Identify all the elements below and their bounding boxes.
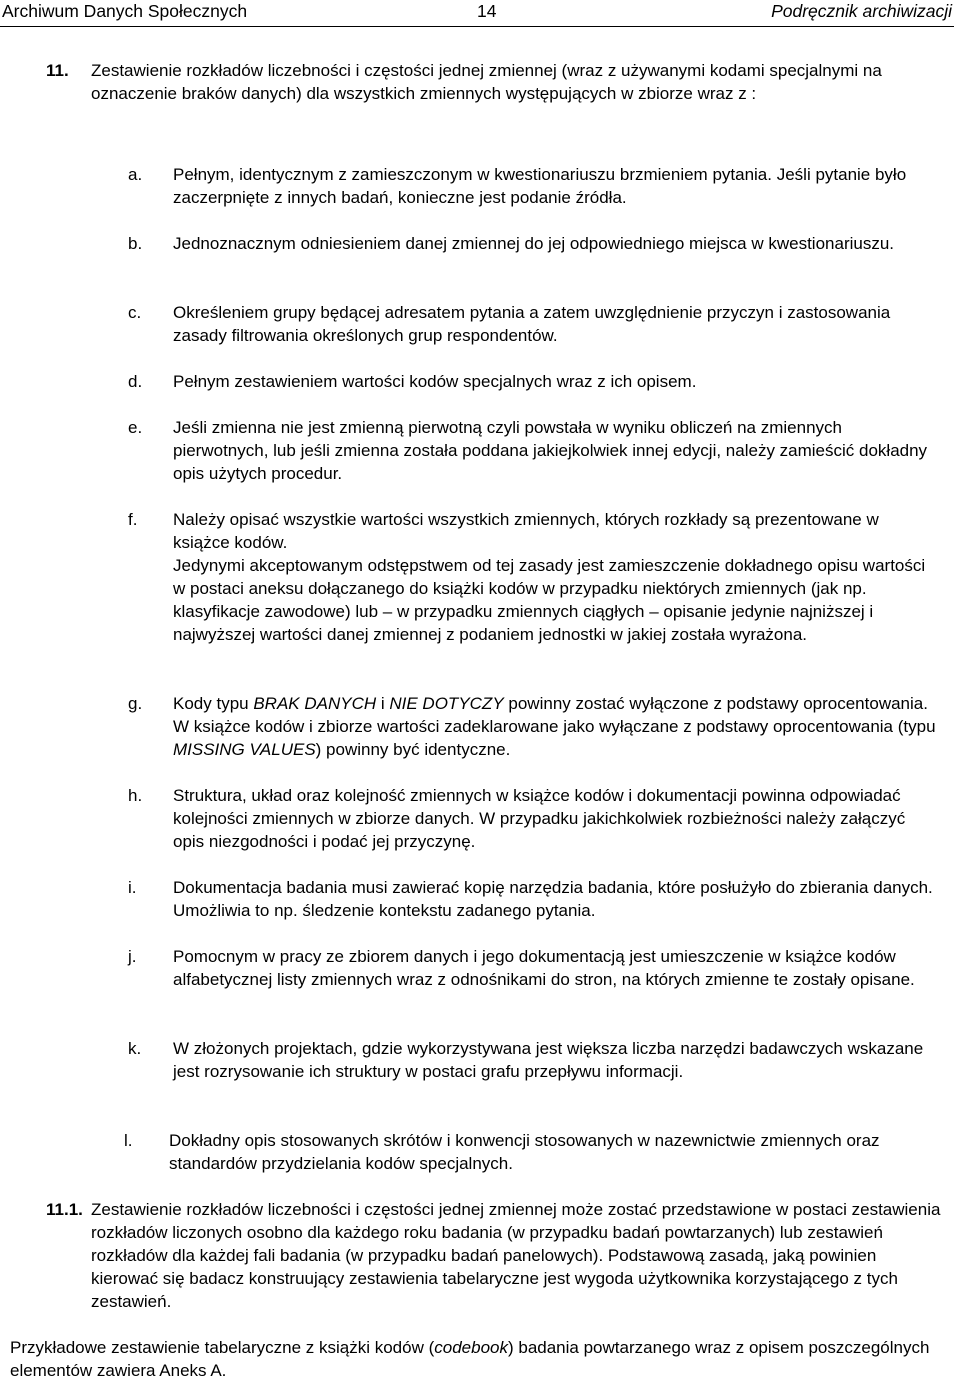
list-item-letter: e. (128, 418, 143, 437)
list-item-letter: c. (128, 303, 142, 322)
list-item-text (173, 508, 938, 646)
section-number: 11.1. (46, 1200, 83, 1219)
list-item-text: Dokumentacja badania musi zawierać kopię narzędzia badania, które posłużyło do zbierania danych. Umożliwia to np. śledzenie kontekstu zadanego pytania. (173, 878, 933, 920)
list-item-c (128, 301, 938, 347)
list-item-letter: b. (128, 234, 143, 253)
list-item-letter: d. (128, 372, 143, 391)
section-11-1 (46, 1198, 946, 1313)
list-item-paragraph: Należy opisać wszystkie wartości wszystkich zmiennych, których rozkłady są prezentowane w książce kodów. (173, 510, 879, 552)
text-run: Przykładowe zestawienie tabelaryczne z książki kodów ( (10, 1338, 435, 1357)
list-item-letter: h. (128, 786, 143, 805)
text-run: ) badania powtarzanego wraz z opisem poszczególnych elementów zawiera Aneks A. (10, 1338, 930, 1380)
text-run: powinny zostać wyłączone z podstawy oprocentowania. W książce kodów i zbiorze wartości zadeklarowane jako wyłączane z podstawy oprocentowania (typu (173, 694, 936, 736)
text-run: i (376, 694, 390, 713)
list-item-letter: j. (128, 947, 137, 966)
list-item-letter: i. (128, 878, 137, 897)
list-item-h (128, 784, 938, 853)
list-item-text: Jeśli zmienna nie jest zmienną pierwotną czyli powstała w wyniku obliczeń na zmiennych pierwotnych, lub jeśli zmienna została poddana jakiejkolwiek innej edycji, należy zamieścić dokładny opis użytych procedur. (173, 418, 928, 483)
list-item-j (128, 945, 938, 991)
list-item-text: Pełnym, identycznym z zamieszczonym w kwestionariuszu brzmieniem pytania. Jeśli pytanie było zaczerpnięte z innych badań, konieczne jest podanie źródła. (173, 165, 907, 207)
list-item-a (128, 163, 938, 209)
list-item-text: Określeniem grupy będącej adresatem pytania a zatem uwzględnienie przyczyn i zastosowania zasady filtrowania określonych grup respondentów. (173, 303, 891, 345)
italic-term: MISSING VALUES (173, 740, 316, 759)
section-11 (46, 59, 946, 105)
list-item-text: Struktura, układ oraz kolejność zmiennych w książce kodów i dokumentacji powinna odpowiadać kolejności zmiennych w zbiorze danych. W przypadku jakichkolwiek rozbieżności należy załączyć opis niezgodności i podać jej przyczynę. (173, 786, 906, 851)
page-header (0, 0, 954, 27)
list-item-text (173, 692, 938, 761)
list-item-e (128, 416, 938, 485)
list-item-text: W złożonych projektach, gdzie wykorzystywana jest większa liczba narzędzi badawczych wskazane jest rozrysowanie ich struktury w postaci grafu przepływu informacji. (173, 1039, 924, 1081)
list-item-g (128, 692, 938, 761)
list-item-letter: k. (128, 1039, 142, 1058)
closing-paragraph (10, 1336, 950, 1382)
section-number: 11. (46, 61, 69, 80)
header-document-title: Podręcznik archiwizacji (771, 1, 952, 21)
header-archive-name: Archiwum Danych Społecznych (2, 1, 248, 21)
list-item-letter: a. (128, 165, 143, 184)
list-item-text: Dokładny opis stosowanych skrótów i konwencji stosowanych w nazewnictwie zmiennych oraz standardów przydzielania kodów specjalnych. (169, 1131, 880, 1173)
list-item-letter: l. (124, 1131, 133, 1150)
list-item-text: Jednoznacznym odniesieniem danej zmiennej do jej odpowiedniego miejsca w kwestionariuszu. (173, 234, 895, 253)
page-number: 14 (477, 1, 497, 21)
section-text: Zestawienie rozkładów liczebności i częstości jednej zmiennej (wraz z używanymi kodami specjalnymi na oznaczenie braków danych) dla wszystkich zmiennych występujących w zbiorze wraz z : (91, 61, 882, 103)
list-item-text: Pomocnym w pracy ze zbiorem danych i jego dokumentacją jest umieszczenie w książce kodów alfabetycznej listy zmiennych wraz z odnośnikami do stron, na których zmienne te zostały opisane. (173, 947, 915, 989)
list-item-i (128, 876, 938, 922)
list-item-letter: f. (128, 510, 138, 529)
list-item-d (128, 370, 938, 393)
list-item-text: Pełnym zestawieniem wartości kodów specjalnych wraz z ich opisem. (173, 372, 697, 391)
text-run: Kody typu (173, 694, 254, 713)
list-item-letter: g. (128, 694, 143, 713)
list-item-l (124, 1129, 934, 1175)
italic-term: codebook (434, 1338, 508, 1357)
list-item-paragraph: Jedynymi akceptowanym odstępstwem od tej zasady jest zamieszczenie dokładnego opisu wartości w postaci aneksu dołączanego do książki kodów w przypadku niektórych zmiennych (jak np. klasyfikacje zawodowe) lub – w przypadku zmiennych ciągłych – opisanie jedynie najniższej i najwyższej wartości danej zmiennej z podaniem jednostki w jakiej została wyrażona. (173, 556, 926, 644)
section-text: Zestawienie rozkładów liczebności i częstości jednej zmiennej może zostać przedstawione w postaci zestawienia rozkładów liczonych osobno dla każdego roku badania (w przypadku badań powtarzanych) lub zestawień rozkładów dla każdej fali badania (w przypadku badań panelowych). Podstawową zasadą, jaką powinien kierować się badacz konstruujący zestawienia tabelaryczne jest wygoda użytkownika korzystającego z tych zestawień. (91, 1200, 941, 1311)
list-item-k (128, 1037, 938, 1083)
italic-term: BRAK DANYCH (253, 694, 377, 713)
text-run: ) powinny być identyczne. (315, 740, 511, 759)
italic-term: NIE DOTYCZY (389, 694, 504, 713)
list-item-f (128, 508, 938, 646)
list-item-b (128, 232, 938, 255)
